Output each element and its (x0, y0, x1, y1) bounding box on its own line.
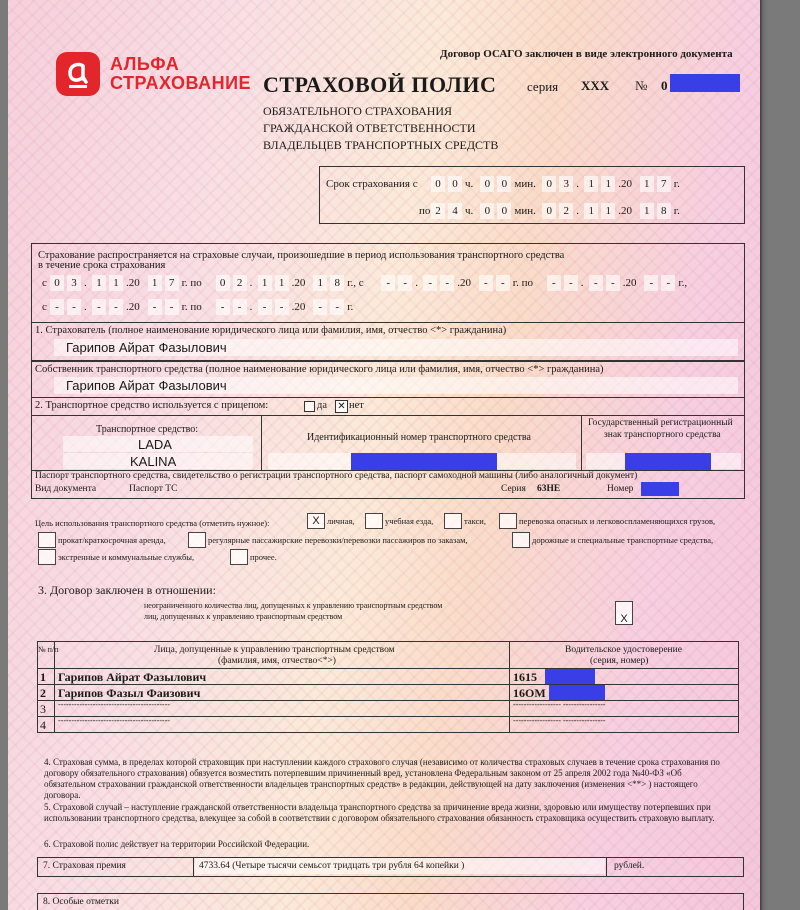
vin-label: Идентификационный номер транспортного средства (307, 432, 531, 443)
period-row1-digit: 1 (148, 275, 162, 291)
period-row2-digit: - (50, 299, 64, 315)
period-row1-digit: - (644, 275, 658, 291)
col-license-1: Водительское удостоверение (565, 645, 682, 655)
trailer-no-checkbox[interactable]: ✕ (335, 400, 348, 413)
term-from-sep: мин. (514, 178, 536, 190)
period-row2-sep: .20 (126, 301, 140, 313)
period-row1-sep: . (580, 277, 584, 289)
period-row1-sep: г. по (512, 277, 533, 289)
period-row1-sep: .20 (126, 277, 140, 289)
period-row1-digit: 1 (313, 275, 327, 291)
period-row2-digit: - (165, 299, 179, 315)
clause-4: 4. Страховая сумма, в пределах которой страховщик при наступлении каждого страхового случая (независимо от количества страховых случаев в течение срока страхования по договору обязательного страхования) обязуется возместить потерпевшим причиненный вред, установлена Федеральным законом от 25 апреля 2002 года №40-ФЗ «Об обязательном страховании гражданской ответственности владельцев транспортных средств» в редакции, действующей на дату заключения (изменения <**> ) настоящего договора. (44, 757, 720, 800)
plate-label-1: Государственный регистрационный (588, 418, 733, 428)
col-no: № п/п (38, 645, 59, 654)
period-row2-digit: - (258, 299, 272, 315)
term-to-sep: г. (673, 205, 680, 217)
number-label: № (635, 78, 648, 93)
notes-box (37, 893, 744, 910)
passport-text: Паспорт транспортного средства, свидетельство о регистрации транспортного средства, паспорт самоходной машины (либо аналогичный документ) (35, 471, 638, 481)
term-to-sep: мин. (514, 205, 536, 217)
purpose-checkbox[interactable] (444, 513, 462, 529)
period-row2-digit: - (148, 299, 162, 315)
period-row1-digit: - (661, 275, 675, 291)
number-value: 0 (661, 78, 668, 93)
owner-name: Гарипов Айрат Фазылович (66, 378, 227, 393)
owner-label: Собственник транспортного средства (полное наименование юридического лица или фамилия, имя, отчество <*> гражданина) (35, 364, 604, 375)
term-to-digit: 0 (497, 203, 511, 219)
period-row1-digit: - (398, 275, 412, 291)
driver-license: 1615 (513, 670, 537, 684)
term-to-digit: 1 (601, 203, 615, 219)
term-from-digit: 3 (559, 176, 573, 192)
term-from-sep: . (576, 178, 579, 190)
term-from-sep: г. (673, 178, 680, 190)
period-row1-digit: 0 (50, 275, 64, 291)
purpose-checkbox[interactable] (230, 549, 248, 565)
col-name-2: (фамилия, имя, отчество<*>) (218, 656, 336, 666)
period-row1-digit: 1 (275, 275, 289, 291)
period-row2-sep: . (84, 301, 87, 313)
clause-6: 6. Страховой полис действует на территории Российской Федерации. (44, 839, 310, 849)
period-row2-digit: - (216, 299, 230, 315)
purpose-option-label: экстренные и коммунальные службы, (58, 552, 195, 562)
insurer-label: 1. Страхователь (полное наименование юридического лица или фамилия, имя, отчество <*> гражданина) (35, 325, 507, 336)
premium-unit: рублей. (614, 861, 645, 871)
purpose-checkbox[interactable]: X (307, 513, 325, 529)
period-row1-digit: 2 (233, 275, 247, 291)
period-row1-digit: 1 (109, 275, 123, 291)
purpose-option-label: учебная езда, (385, 516, 434, 526)
purpose-checkbox[interactable] (188, 532, 206, 548)
period-row1-digit: - (564, 275, 578, 291)
term-from-label: Срок страхования с (326, 178, 418, 190)
vehicle-model: KALINA (130, 454, 177, 469)
term-to-digit: 2 (431, 203, 445, 219)
period-row2-digit: - (275, 299, 289, 315)
period-row2-digit: - (233, 299, 247, 315)
purpose-label: Цель использования транспортного средства (отметить нужное): (35, 518, 270, 528)
period-row1-digit: - (496, 275, 510, 291)
contract-opt2: лиц, допущенных к управлению транспортным средством (144, 612, 343, 621)
term-to-sep: . (576, 205, 579, 217)
term-from-digit: 7 (657, 176, 671, 192)
notes-label: 8. Особые отметки (43, 897, 119, 907)
period-row1-digit: 7 (165, 275, 179, 291)
purpose-option-label: перевозка опасных и легковоспламеняющихся грузов, (519, 516, 716, 526)
contract-limited-checkbox[interactable]: X (615, 614, 633, 625)
purpose-option-label: прочее. (250, 552, 277, 562)
period-row1-digit: - (547, 275, 561, 291)
driver-license: ------------------ ---------------- (513, 716, 606, 725)
policy-title: СТРАХОВОЙ ПОЛИС (263, 72, 497, 97)
doc-series-label: Серия (501, 484, 526, 494)
term-from-digit: 0 (542, 176, 556, 192)
term-from-digit: 1 (584, 176, 598, 192)
period-row2-sep: г. (347, 301, 354, 313)
period-row2-digit: - (330, 299, 344, 315)
alfa-logo-icon (56, 52, 100, 96)
period-row1-digit: - (606, 275, 620, 291)
period-row1-digit: - (423, 275, 437, 291)
series-value: ХХХ (581, 78, 610, 93)
doc-number-label: Номер (607, 484, 634, 494)
doc-number-redacted (641, 482, 679, 496)
vin-redacted (351, 453, 497, 470)
period-row1-digit: - (589, 275, 603, 291)
term-to-sep: .20 (618, 205, 632, 217)
premium-label: 7. Страховая премия (43, 861, 126, 871)
electronic-note: Договор ОСАГО заключен в виде электронного документа (440, 48, 733, 60)
period-row2-sep: г. по (181, 301, 202, 313)
trailer-no-label: нет (349, 400, 364, 411)
trailer-yes-checkbox[interactable] (304, 401, 315, 412)
purpose-checkbox[interactable] (499, 513, 517, 529)
plate-redacted (625, 453, 711, 470)
alfa-logo (56, 52, 256, 98)
period-row2-digit: - (67, 299, 81, 315)
period-row1-sep: с (42, 277, 47, 289)
period-row2-digit: - (109, 299, 123, 315)
license-2-redacted (549, 685, 605, 700)
insurer-name: Гарипов Айрат Фазылович (66, 340, 227, 355)
purpose-option-label: такси, (464, 516, 486, 526)
period-row1-digit: 1 (258, 275, 272, 291)
license-1-redacted (545, 669, 595, 684)
logo-line2: СТРАХОВАНИЕ (110, 73, 252, 93)
period-row2-sep: . (249, 301, 253, 313)
policy-number-redacted (670, 74, 740, 92)
period-row1-digit: 1 (92, 275, 106, 291)
viewer-background (760, 0, 800, 910)
plate-label-2: знак транспортного средства (604, 430, 721, 440)
purpose-checkbox[interactable] (38, 532, 56, 548)
term-to-digit: 8 (657, 203, 671, 219)
period-row2-sep: с (42, 301, 47, 313)
policy-page (8, 0, 760, 910)
premium-value: 4733.64 (Четыре тысячи семьсот тридцать три рубля 64 копейки ) (199, 861, 465, 871)
driver-license: ------------------ ---------------- (513, 700, 606, 709)
term-from-digit: 0 (480, 176, 494, 192)
period-row1-digit: - (440, 275, 454, 291)
period-row1-sep: г., (678, 277, 688, 289)
term-from-digit: 1 (601, 176, 615, 192)
vehicle-label: Транспортное средство: (96, 424, 199, 435)
period-row1-sep: . (249, 277, 253, 289)
period-row1-sep: . (84, 277, 87, 289)
purpose-option-label: прокат/краткосрочная аренда, (58, 535, 166, 545)
term-from-digit: 0 (448, 176, 462, 192)
term-from-sep: .20 (618, 178, 632, 190)
driver-license: 16ОМ (513, 686, 546, 700)
period-row1-sep: .20 (622, 277, 637, 289)
period-row1-sep: .20 (291, 277, 306, 289)
period-row2-digit: - (92, 299, 106, 315)
term-from-digit: 0 (431, 176, 445, 192)
contract-title: 3. Договор заключен в отношении: (38, 583, 216, 597)
subtitle-1: ОБЯЗАТЕЛЬНОГО СТРАХОВАНИЯ (263, 104, 453, 118)
driver-name: ------------------------------------------ (58, 716, 170, 725)
period-row1-digit: 0 (216, 275, 230, 291)
term-to-digit: 0 (480, 203, 494, 219)
clause-5: 5. Страховой случай – наступление гражданской ответственности владельца транспортного средства за причинение вреда жизни, здоровью или имуществу потерпевших при использовании транспортного средства, влекущее за собой в соответствии с договором обязательного страхования обязанность страховщика осуществить страховую выплату. (44, 802, 715, 823)
term-to-digit: 1 (640, 203, 654, 219)
subtitle-3: ВЛАДЕЛЬЦЕВ ТРАНСПОРТНЫХ СРЕДСТВ (263, 138, 499, 152)
purpose-option-label: личная, (327, 516, 355, 526)
purpose-checkbox[interactable] (38, 549, 56, 565)
term-from-digit: 0 (497, 176, 511, 192)
purpose-checkbox[interactable] (365, 513, 383, 529)
term-to-sep: ч. (465, 205, 474, 217)
period-row1-sep: г. по (181, 277, 202, 289)
driver-row-number: 4 (40, 718, 46, 732)
term-to-label: по (419, 205, 431, 217)
doc-type-label: Вид документа (35, 484, 97, 494)
purpose-option-label: дорожные и специальные транспортные средства, (532, 535, 714, 545)
driver-name: Гарипов Фазыл Фаизович (58, 686, 201, 700)
term-to-digit: 1 (584, 203, 598, 219)
period-row1-sep: .20 (457, 277, 471, 289)
driver-name: Гарипов Айрат Фазылович (58, 670, 207, 684)
term-to-digit: 2 (559, 203, 573, 219)
term-from-sep: ч. (465, 178, 474, 190)
term-to-digit: 4 (448, 203, 462, 219)
series-label: серия (527, 79, 559, 94)
period-row2-digit: - (313, 299, 327, 315)
period-text-2: в течение срока страхования (38, 260, 166, 271)
subtitle-2: ГРАЖДАНСКОЙ ОТВЕТСТВЕННОСТИ (263, 121, 476, 135)
period-row1-digit: - (479, 275, 493, 291)
trailer-yes-label: да (317, 400, 328, 411)
driver-row-number: 3 (40, 702, 46, 716)
period-row2-sep: .20 (291, 301, 306, 313)
term-to-digit: 0 (542, 203, 556, 219)
driver-row-number: 2 (40, 686, 46, 700)
doc-series-value: 63НЕ (537, 484, 561, 494)
period-row1-sep: г., с (347, 277, 364, 289)
purpose-checkbox[interactable] (512, 532, 530, 548)
col-name-1: Лица, допущенные к управлению транспортным средством (154, 645, 395, 655)
col-license-2: (серия, номер) (590, 656, 649, 666)
period-text-1: Страхование распространяется на страховые случаи, произошедшие в период использования транспортного средства (38, 250, 565, 261)
contract-opt1: неограниченного количества лиц, допущенных к управлению транспортным средством (144, 601, 443, 610)
period-row1-digit: 8 (330, 275, 344, 291)
doc-type-value: Паспорт ТС (129, 484, 178, 494)
period-row1-digit: 3 (67, 275, 81, 291)
purpose-option-label: регулярные пассажирские перевозки/перевозки пассажиров по заказам, (208, 535, 468, 545)
logo-line1: АЛЬФА (110, 54, 180, 74)
driver-name: ------------------------------------------ (58, 700, 170, 709)
period-row1-digit: - (381, 275, 395, 291)
vehicle-make: LADA (138, 437, 172, 452)
driver-row-number: 1 (40, 670, 46, 684)
period-row1-sep: . (415, 277, 418, 289)
term-from-digit: 1 (640, 176, 654, 192)
trailer-label: 2. Транспортное средство используется с прицепом: (35, 400, 269, 411)
